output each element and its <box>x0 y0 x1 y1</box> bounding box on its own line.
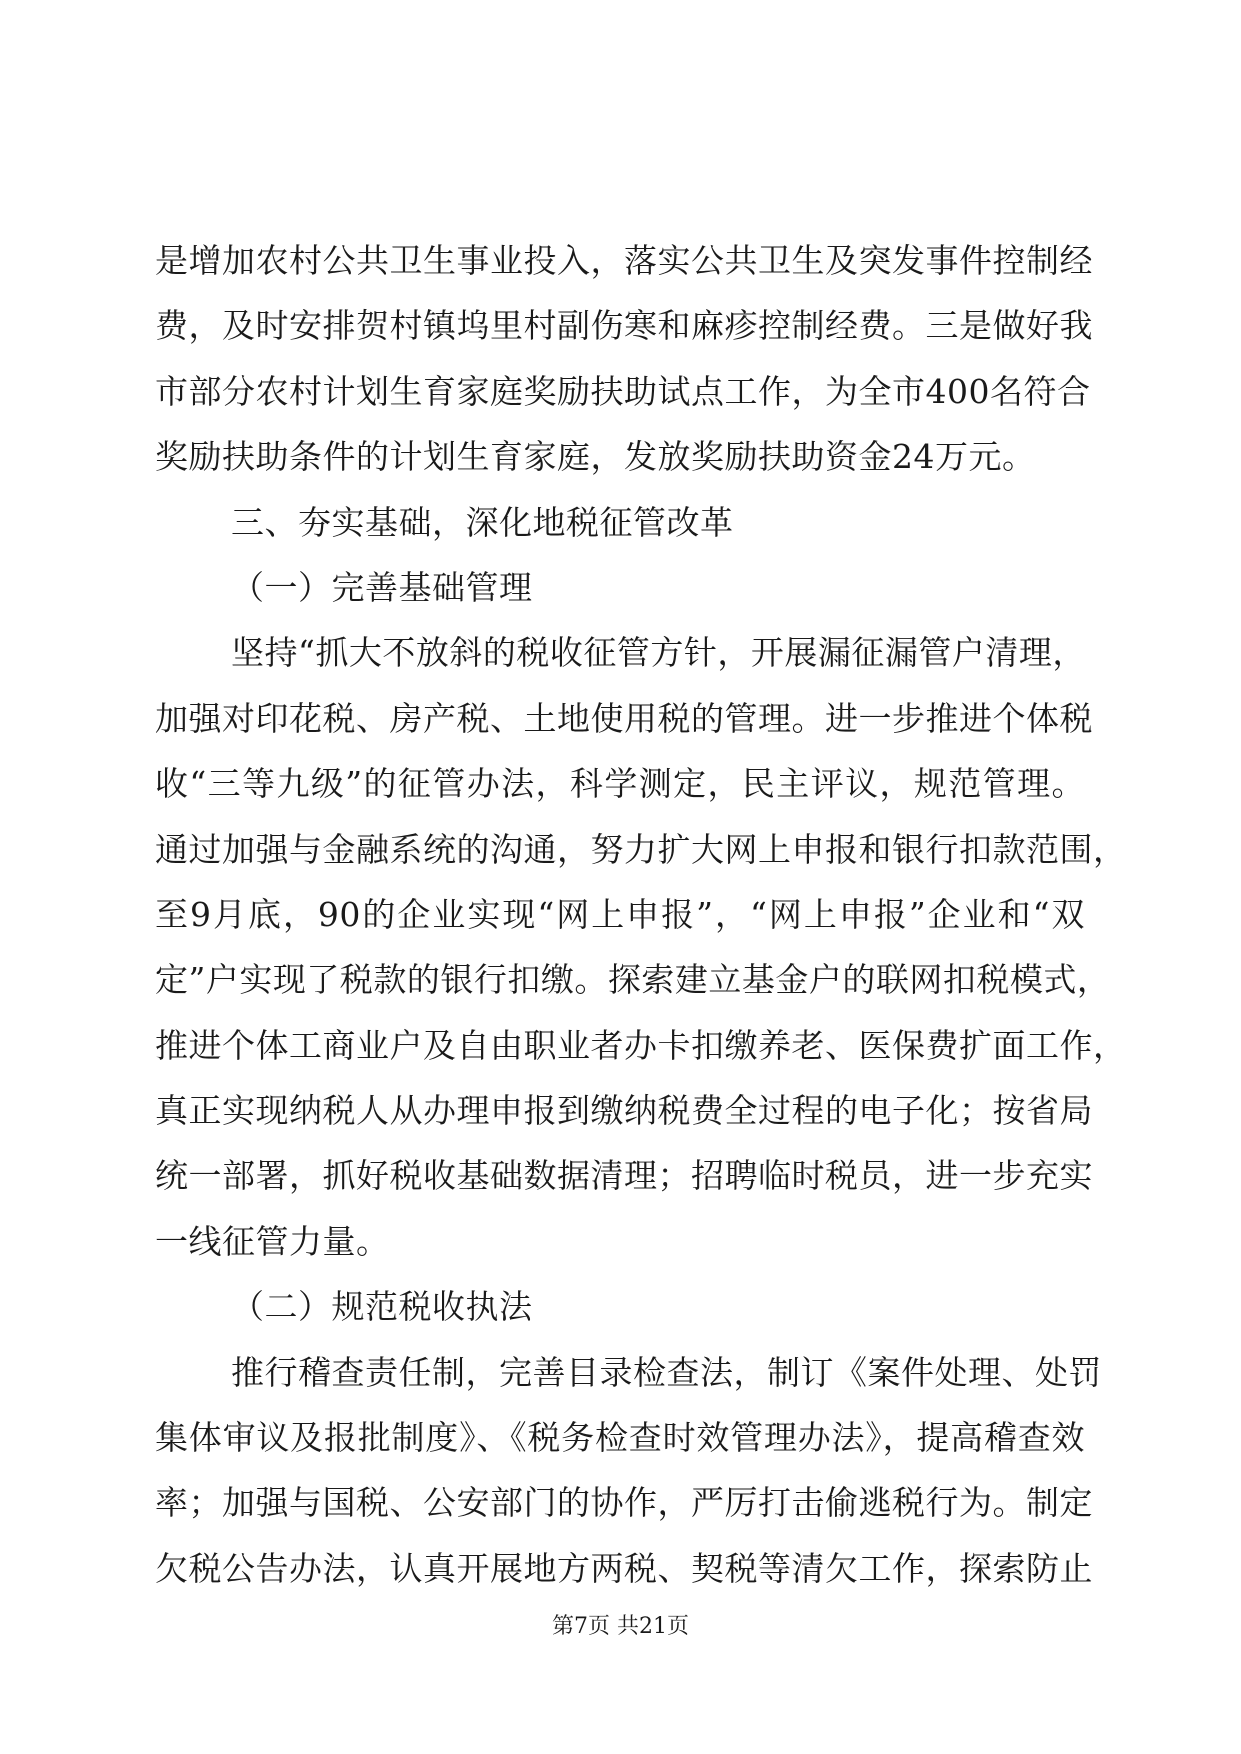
body-line: 奖励扶助条件的计划生育家庭，发放奖励扶助资金24万元。 <box>155 437 1036 477</box>
body-line: 收“三等九级”的征管办法，科学测定，民主评议，规范管理。 <box>155 764 1085 804</box>
subsection-heading: （一）完善基础管理 <box>231 567 533 607</box>
body-line: 推行稽查责任制，完善目录检查法，制订《案件处理、处罚 <box>231 1352 1102 1392</box>
body-line: 真正实现纳税人从办理申报到缴纳税费全过程的电子化；按省局 <box>155 1091 1093 1131</box>
document-body <box>155 228 1127 1601</box>
body-line: 通过加强与金融系统的沟通，努力扩大网上申报和银行扣款范围， <box>155 829 1127 869</box>
body-line: 欠税公告办法，认真开展地方两税、契税等清欠工作，探索防止 <box>155 1548 1093 1588</box>
body-line: 率；加强与国税、公安部门的协作，严厉打击偷逃税行为。制定 <box>155 1483 1093 1523</box>
body-line: 坚持“抓大不放斜的税收征管方针，开展漏征漏管户清理， <box>231 633 1086 673</box>
body-line: 一线征管力量。 <box>155 1221 390 1261</box>
body-line: 是增加农村公共卫生事业投入，落实公共卫生及突发事件控制经 <box>155 241 1093 280</box>
body-line: 集体审议及报批制度》、《税务检查时效管理办法》，提高稽查效 <box>155 1418 1085 1458</box>
body-line: 费，及时安排贺村镇坞里村副伤寒和麻疹控制经费。三是做好我 <box>155 306 1093 346</box>
section-heading: 三、夯实基础，深化地税征管改革 <box>231 502 734 542</box>
subsection-heading: （二）规范税收执法 <box>231 1287 533 1327</box>
body-line: 定”户实现了税款的银行扣缴。探索建立基金户的联网扣税模式， <box>155 960 1111 1000</box>
body-line: 统一部署，抓好税收基础数据清理；招聘临时税员，进一步充实 <box>155 1156 1093 1196</box>
body-line: 市部分农村计划生育家庭奖励扶助试点工作，为全市400名符合 <box>155 371 1091 411</box>
body-line: 至9月底，90的企业实现“网上申报”，“网上申报”企业和“双 <box>155 894 1085 934</box>
body-line: 推进个体工商业户及自由职业者办卡扣缴养老、医保费扩面工作， <box>155 1025 1127 1065</box>
body-line: 加强对印花税、房产税、土地使用税的管理。进一步推进个体税 <box>155 698 1093 738</box>
page-number-footer: 第7页 共21页 <box>552 1614 689 1639</box>
